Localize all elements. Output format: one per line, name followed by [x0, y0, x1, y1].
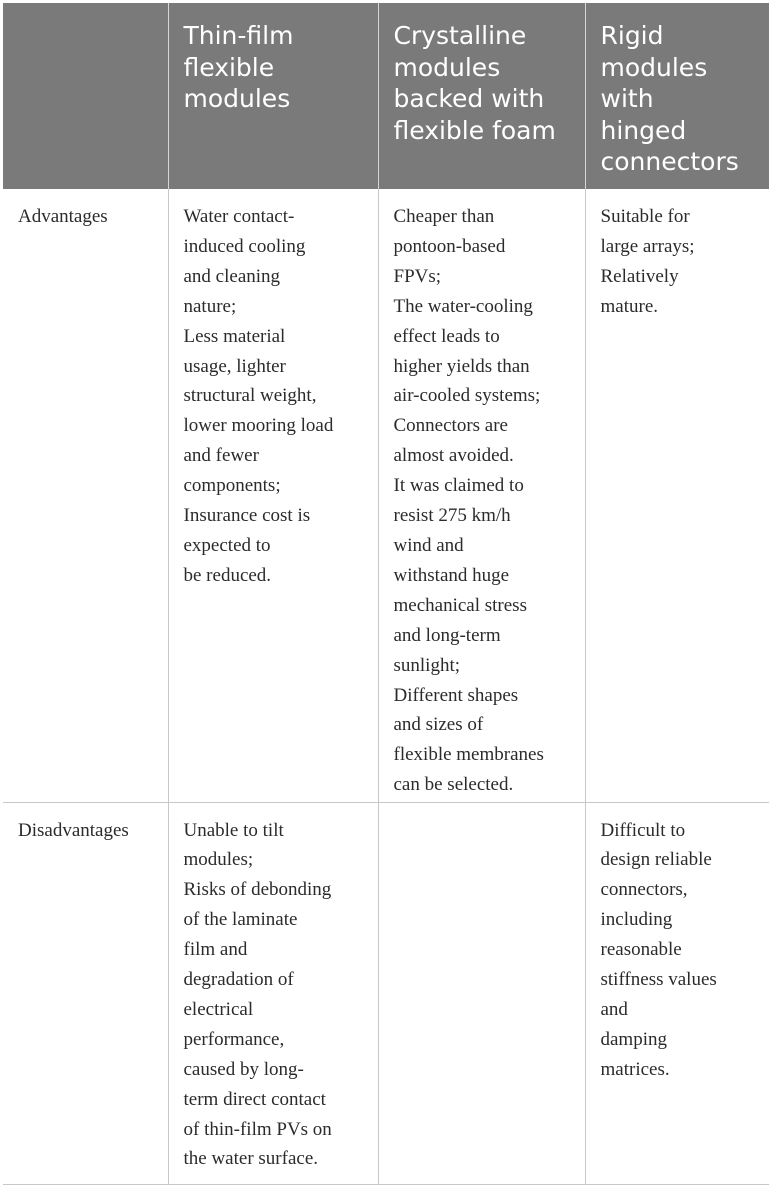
text-line: Different shapes [393, 684, 519, 706]
text-line: FPVs; [393, 265, 442, 287]
text-line: caused by long- [183, 1058, 304, 1080]
text-line: Crystalline [393, 21, 527, 50]
text-line: with [600, 84, 654, 113]
text-line: Cheaper than [393, 206, 495, 227]
text-line: Water contact- [183, 206, 295, 227]
text-line: nature; [183, 295, 237, 317]
table-row [3, 189, 769, 802]
text-line: induced cooling [183, 235, 306, 257]
text-line: including [600, 909, 673, 931]
text-line: structural weight, [183, 385, 317, 407]
cell-thin-film-disadvantages [168, 802, 378, 1184]
text-line: and cleaning [183, 265, 281, 287]
cell-crystalline-advantages [378, 189, 585, 802]
table-row [3, 802, 769, 1184]
text-line: reasonable [600, 939, 682, 961]
text-line: large arrays; [600, 235, 695, 257]
comparison-table [3, 3, 769, 1185]
text-line: modules [183, 84, 291, 113]
text-line: pontoon-based [393, 235, 506, 257]
text-line: higher yields than [393, 355, 530, 377]
text-line: Rigid [600, 21, 664, 50]
cell-rigid-advantages [585, 189, 769, 802]
text-line: the water surface. [183, 1148, 319, 1170]
header-crystalline [378, 3, 585, 189]
cell-thin-film-advantages [168, 189, 378, 802]
header-rigid [585, 3, 769, 189]
row-label-disadvantages: Disadvantages [3, 802, 168, 1184]
text-line: design reliable [600, 849, 712, 871]
text-line: damping [600, 1028, 667, 1050]
text-line: effect leads to [393, 325, 500, 347]
text-line: Thin-film [183, 21, 294, 50]
text-line: backed with [393, 84, 545, 113]
text-line: be reduced. [183, 564, 272, 586]
text-line: almost avoided. [393, 445, 514, 467]
text-line: resist 275 km/h [393, 505, 511, 527]
text-line: and sizes of [393, 714, 484, 736]
text-line: withstand huge [393, 564, 510, 586]
text-line: hinged [600, 115, 687, 145]
text-line: flexible foam [393, 115, 556, 145]
text-line: air-cooled systems; [393, 385, 541, 407]
text-line: stiffness values [600, 969, 717, 991]
text-line: components; [183, 475, 281, 497]
text-line: term direct contact [183, 1088, 326, 1110]
text-line: can be selected. [393, 774, 514, 796]
text-line: Risks of debonding [183, 879, 332, 901]
text-line: mechanical stress [393, 594, 527, 616]
text-line: matrices. [600, 1058, 670, 1080]
text-line: connectors, [600, 879, 688, 901]
text-line: Difficult to [600, 819, 686, 841]
text-line: performance, [183, 1028, 285, 1050]
text-line: electrical [183, 998, 254, 1020]
text-line: Suitable for [600, 206, 690, 227]
header-thin-film [168, 3, 378, 189]
text-line: Relatively [600, 265, 679, 287]
text-line: sunlight; [393, 654, 461, 676]
text-line: mature. [600, 295, 659, 317]
text-line: film and [183, 939, 248, 961]
text-line: Insurance cost is [183, 505, 311, 527]
text-line: connectors [600, 147, 739, 176]
text-line: modules [393, 52, 501, 82]
text-line: and [600, 998, 628, 1020]
text-line: lower mooring load [183, 415, 334, 437]
text-line: degradation of [183, 969, 294, 991]
header-corner [3, 3, 168, 189]
text-line: of thin-film PVs on [183, 1118, 332, 1140]
cell-rigid-disadvantages [585, 802, 769, 1184]
text-line: of the laminate [183, 909, 298, 931]
text-line: usage, lighter [183, 355, 286, 377]
text-line: Less material [183, 325, 286, 347]
text-line: The water-cooling [393, 295, 533, 317]
header-row [3, 3, 769, 189]
text-line: flexible [183, 52, 275, 82]
text-line: modules; [183, 849, 254, 871]
cell-crystalline-disadvantages [378, 802, 585, 1184]
text-line: It was claimed to [393, 475, 524, 497]
text-line: and fewer [183, 445, 259, 467]
text-line: wind and [393, 534, 464, 556]
text-line: Connectors are [393, 415, 508, 437]
text-line: modules [600, 52, 708, 82]
text-line: and long-term [393, 624, 501, 646]
text-line: Unable to tilt [183, 819, 284, 841]
text-line: expected to [183, 534, 271, 556]
text-line: flexible membranes [393, 744, 544, 766]
row-label-advantages: Advantages [3, 189, 168, 802]
